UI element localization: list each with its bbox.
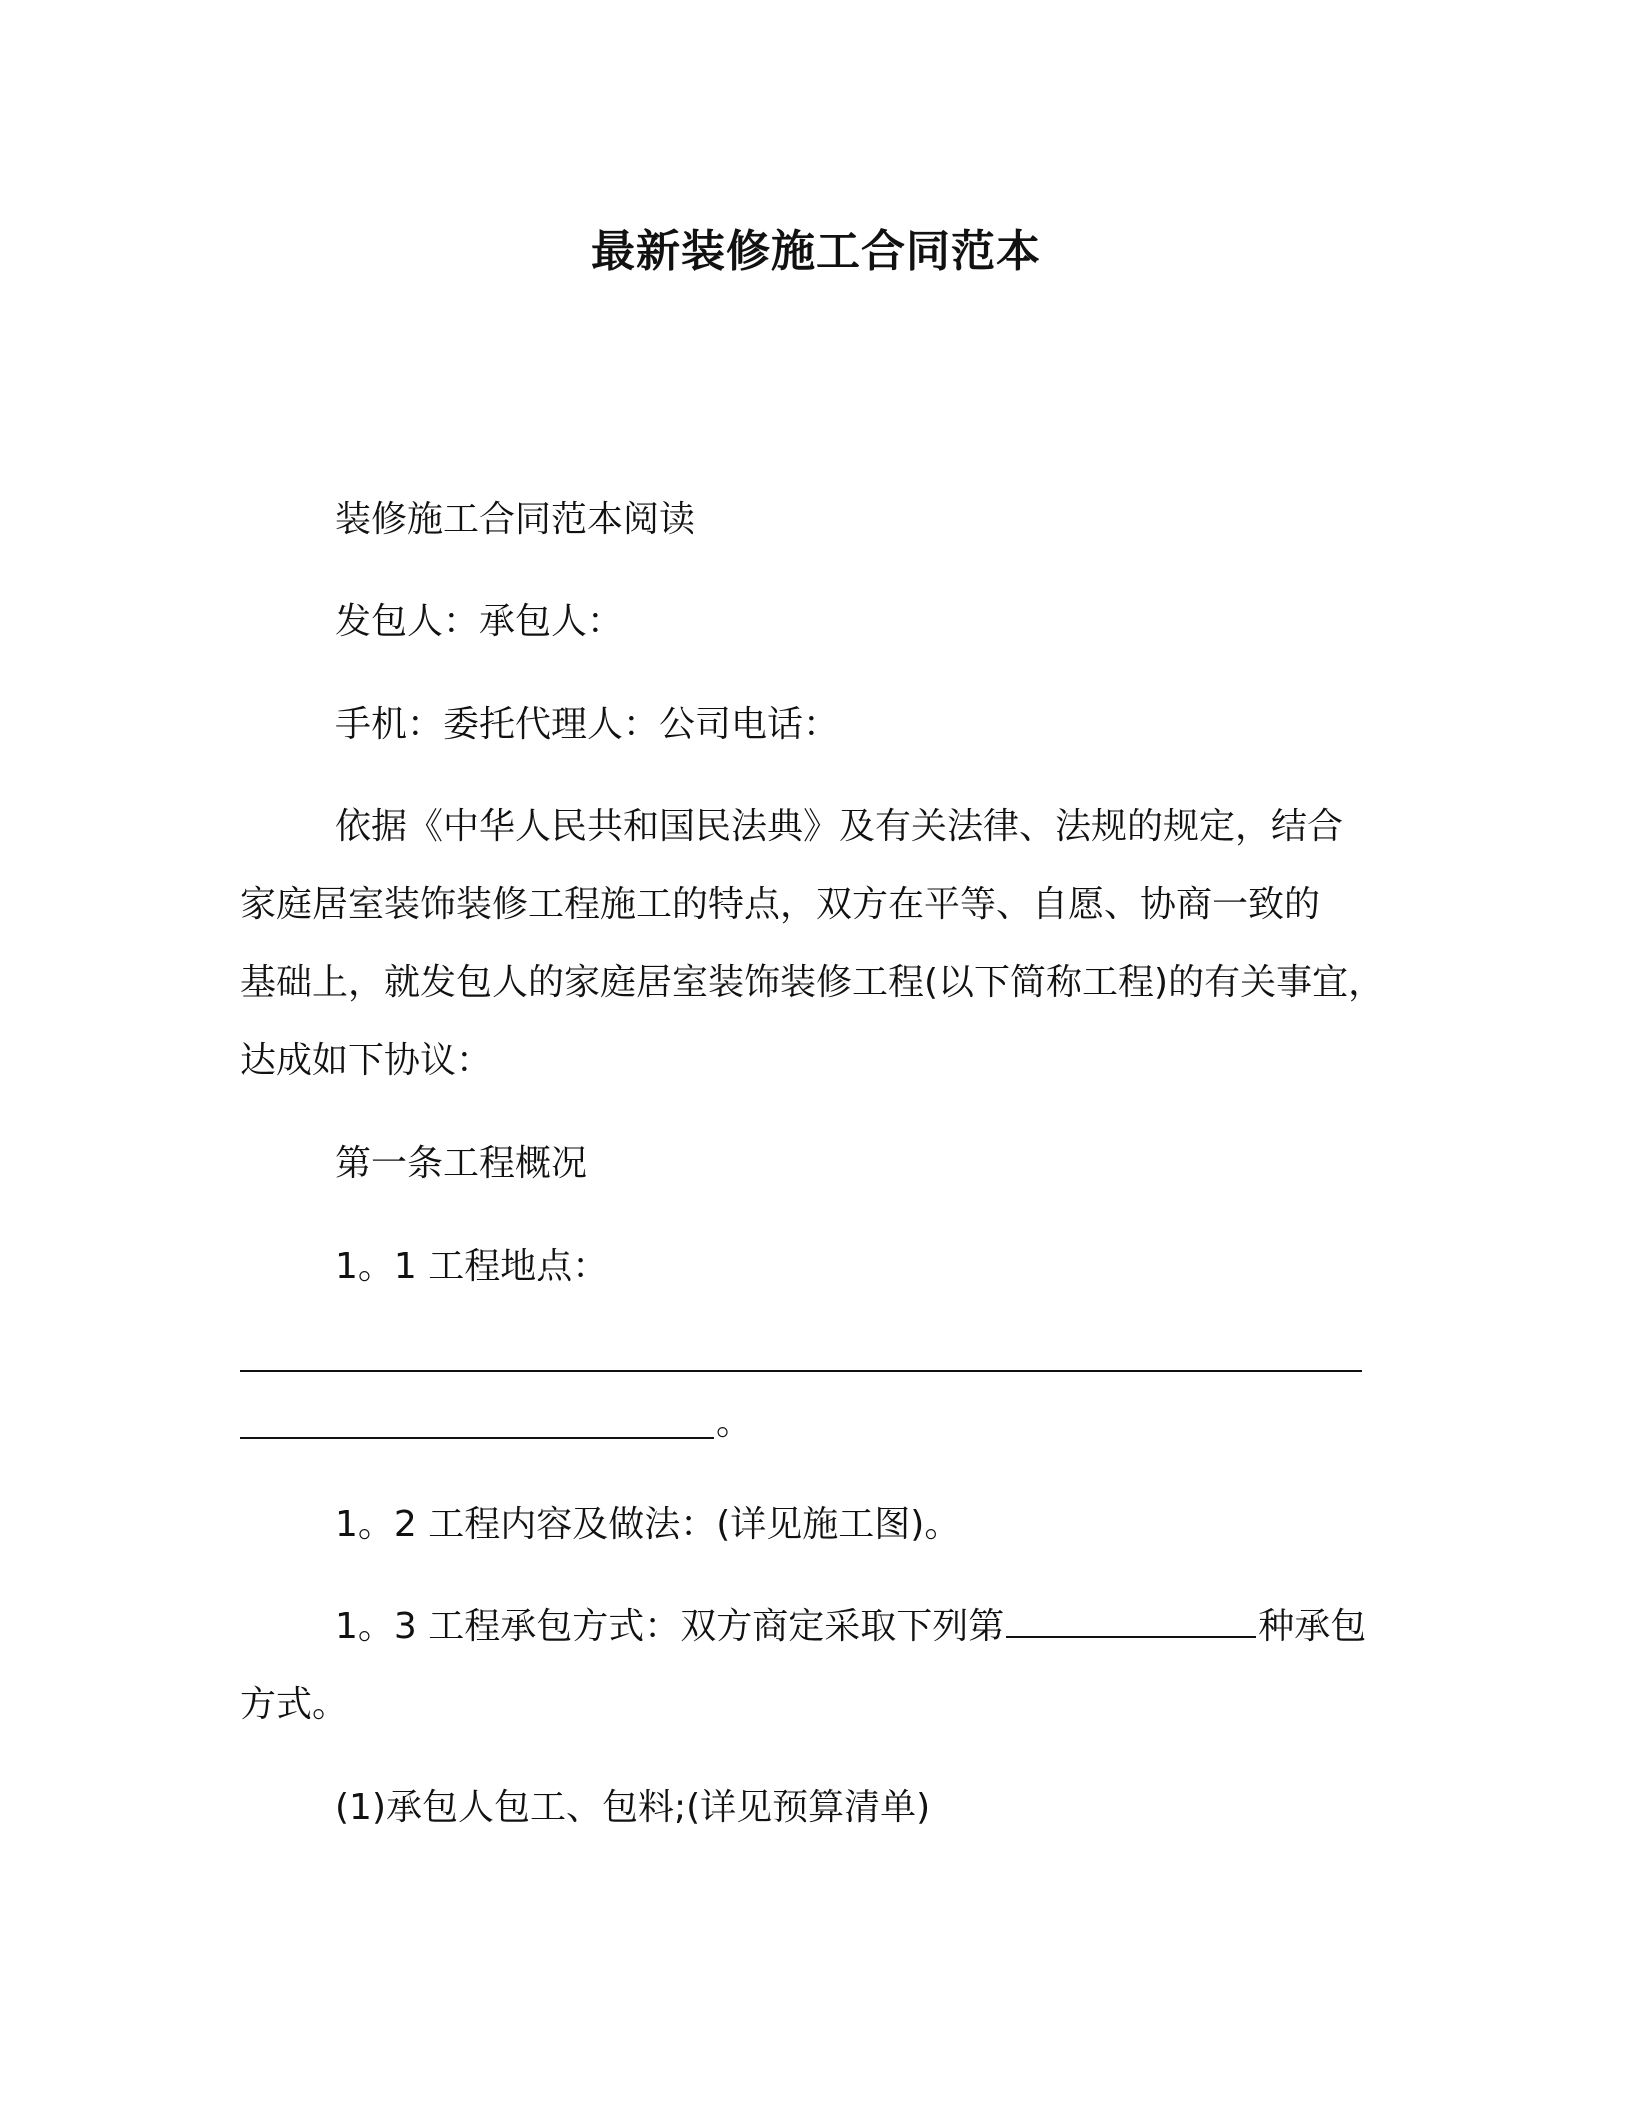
item-1-3 <box>335 1602 1515 1652</box>
contract-type-blank <box>1006 1602 1256 1638</box>
item-1-3-text-end: 种承包 <box>1258 1606 1367 1647</box>
intro-line-1: 依据《中华人民共和国民法典》及有关法律、法规的规定，结合 <box>335 806 1344 847</box>
intro-line-3: 基础上，就发包人的家庭居室装饰装修工程(以下简称工程)的有关事宜， <box>240 962 1385 1003</box>
article-1-title: 第一条工程概况 <box>335 1143 588 1184</box>
address-blank-line-1 <box>240 1370 1362 1372</box>
address-end-period: 。 <box>716 1402 753 1443</box>
item-1-2: 1。2 工程内容及做法：(详见施工图)。 <box>335 1504 961 1545</box>
item-1-3-continued: 方式。 <box>240 1684 349 1725</box>
section-heading: 装修施工合同范本阅读 <box>335 499 696 540</box>
item-1-3-text-start: 1。3 工程承包方式：双方商定采取下列第 <box>335 1606 1005 1647</box>
contact-line: 手机：委托代理人：公司电话： <box>335 704 840 745</box>
address-blank-line-2 <box>240 1437 714 1439</box>
intro-line-4: 达成如下协议： <box>240 1040 493 1081</box>
option-1: (1)承包人包工、包料;(详见预算清单) <box>335 1787 931 1828</box>
parties-line: 发包人：承包人： <box>335 601 624 642</box>
intro-line-2: 家庭居室装饰装修工程施工的特点，双方在平等、自愿、协商一致的 <box>240 884 1321 925</box>
document-title: 最新装修施工合同范本 <box>591 226 1041 277</box>
item-1-1: 1。1 工程地点： <box>335 1246 609 1287</box>
